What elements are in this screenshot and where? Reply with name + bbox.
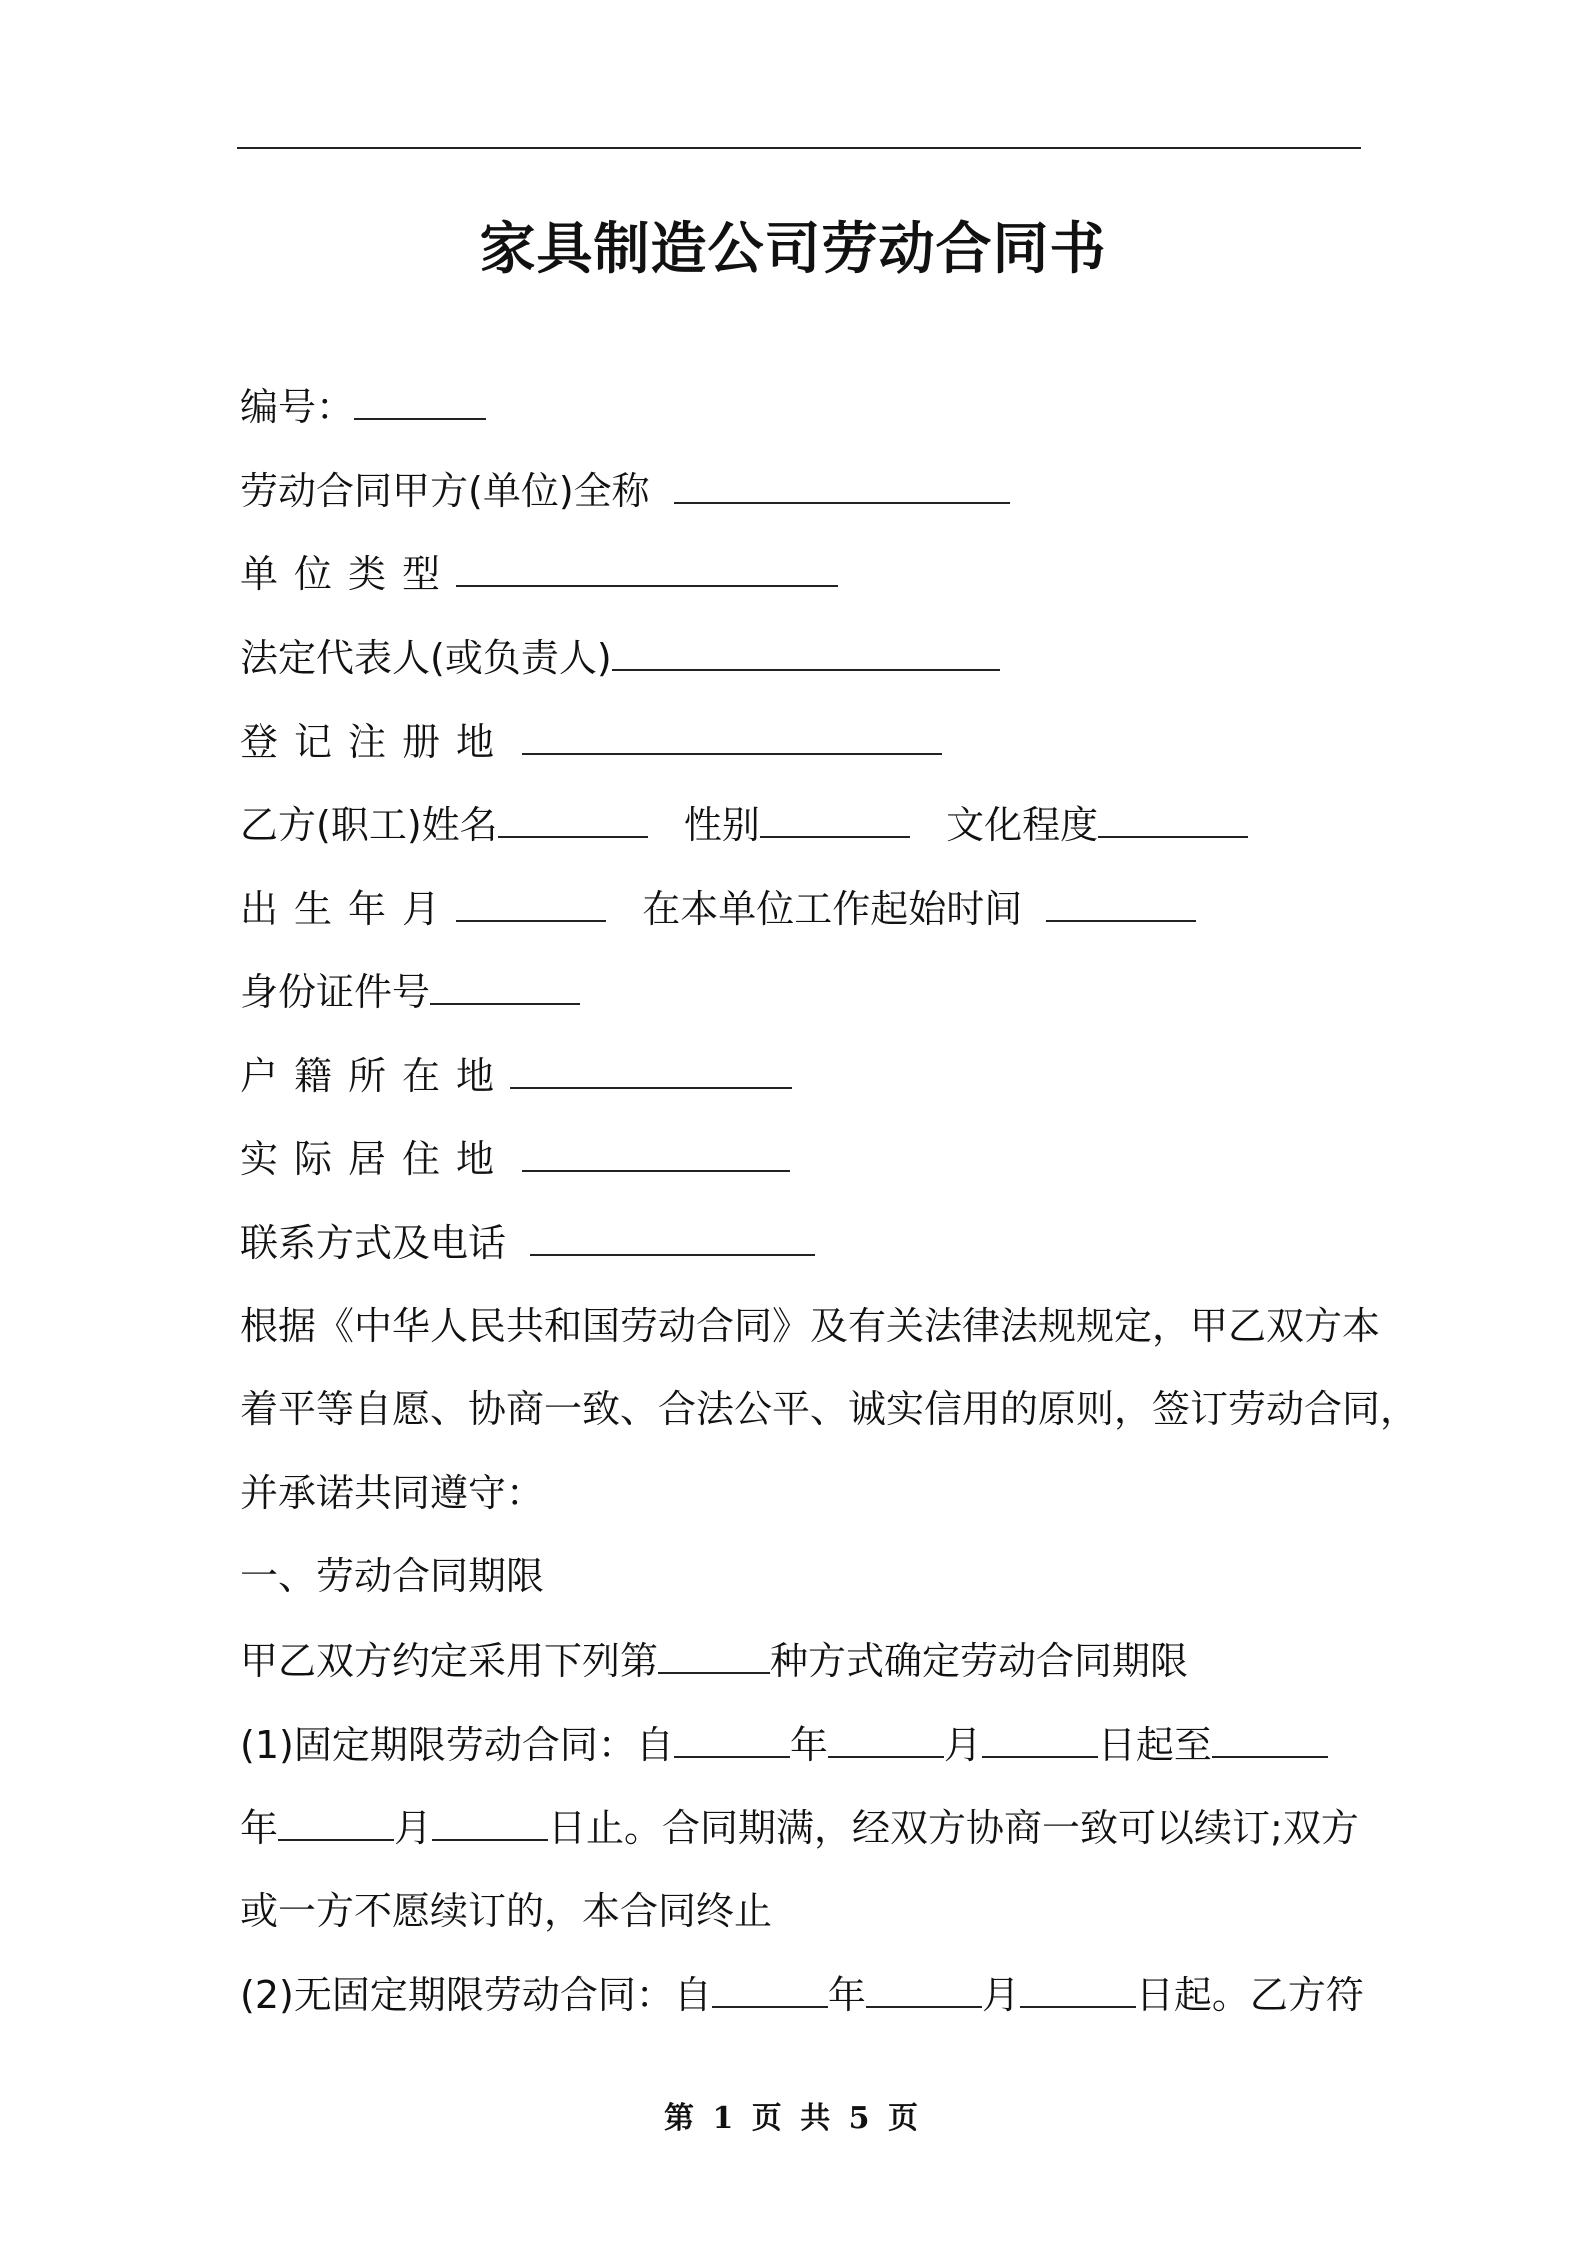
intro-line-3: 并承诺共同遵守： bbox=[240, 1471, 545, 1515]
field-label: 登记注册地 bbox=[240, 720, 511, 764]
text-segment: 月 bbox=[943, 1723, 982, 1767]
blank-line bbox=[456, 549, 838, 587]
blank-line bbox=[658, 1636, 770, 1674]
blank-line bbox=[828, 1720, 944, 1758]
field-unit-type bbox=[240, 549, 838, 597]
field-label: 性别 bbox=[683, 803, 760, 847]
field-label: 单位类型 bbox=[240, 552, 457, 596]
field-label: 户籍所在地 bbox=[240, 1054, 511, 1098]
field-label: 实际居住地 bbox=[240, 1137, 511, 1181]
blank-line bbox=[530, 1218, 815, 1256]
blank-line bbox=[760, 800, 910, 838]
field-label: 出生年月 bbox=[240, 887, 457, 931]
field-label: 文化程度 bbox=[946, 803, 1099, 847]
open-term-line bbox=[240, 1970, 1364, 2018]
blank-line bbox=[278, 1803, 394, 1841]
field-label: 身份证件号 bbox=[240, 970, 431, 1014]
blank-line bbox=[866, 1970, 982, 2008]
blank-line bbox=[498, 800, 648, 838]
text-segment: 种方式确定劳动合同期限 bbox=[770, 1639, 1189, 1683]
field-label: 联系方式及电话 bbox=[240, 1221, 507, 1265]
blank-line bbox=[430, 967, 580, 1005]
text-segment: 年 bbox=[827, 1973, 866, 2017]
field-party-b bbox=[240, 800, 1248, 848]
text-segment: (2)无固定期限劳动合同：自 bbox=[240, 1973, 712, 2017]
fixed-term-line-2 bbox=[240, 1803, 1359, 1851]
text-segment: 日止。合同期满，经双方协商一致可以续订;双方 bbox=[548, 1806, 1359, 1850]
field-label: 法定代表人(或负责人) bbox=[240, 636, 612, 680]
blank-line bbox=[1046, 884, 1196, 922]
field-label: 编号： bbox=[240, 385, 355, 429]
field-reg-place bbox=[240, 717, 942, 765]
field-hukou bbox=[240, 1051, 792, 1099]
text-segment: 月 bbox=[394, 1806, 433, 1850]
term-choice-line bbox=[240, 1636, 1188, 1684]
text-segment: 甲乙双方约定采用下列第 bbox=[240, 1639, 659, 1683]
blank-line bbox=[1098, 800, 1248, 838]
fixed-term-line-1 bbox=[240, 1720, 1328, 1768]
field-label: 劳动合同甲方(单位)全称 bbox=[240, 469, 650, 513]
field-party-a bbox=[240, 466, 1010, 514]
text-segment: 年 bbox=[789, 1723, 828, 1767]
text-segment: 日起。乙方符 bbox=[1135, 1973, 1364, 2017]
blank-line bbox=[1212, 1720, 1328, 1758]
blank-line bbox=[354, 382, 486, 420]
blank-line bbox=[982, 1720, 1098, 1758]
header-rule bbox=[237, 147, 1361, 149]
text-segment: 月 bbox=[981, 1973, 1020, 2017]
text-segment: 日起至 bbox=[1097, 1723, 1212, 1767]
blank-line bbox=[456, 884, 606, 922]
blank-line bbox=[522, 717, 942, 755]
field-contact bbox=[240, 1218, 815, 1266]
field-residence bbox=[240, 1134, 790, 1182]
blank-line bbox=[712, 1970, 828, 2008]
field-label: 在本单位工作起始时间 bbox=[642, 887, 1023, 931]
blank-line bbox=[612, 633, 1000, 671]
blank-line bbox=[1020, 1970, 1136, 2008]
blank-line bbox=[674, 466, 1010, 504]
intro-line-1: 根据《中华人民共和国劳动合同》及有关法律法规规定，甲乙双方本 bbox=[240, 1304, 1381, 1348]
section-heading: 一、劳动合同期限 bbox=[240, 1554, 545, 1598]
blank-line bbox=[522, 1134, 790, 1172]
field-legal-rep bbox=[240, 633, 1000, 681]
document-title: 家具制造公司劳动合同书 bbox=[479, 217, 1107, 282]
intro-line-2: 着平等自愿、协商一致、合法公平、诚实信用的原则，签订劳动合同， bbox=[240, 1387, 1419, 1431]
blank-line bbox=[432, 1803, 548, 1841]
field-birth bbox=[240, 884, 1196, 932]
blank-line bbox=[510, 1051, 792, 1089]
text-segment: 年 bbox=[240, 1806, 279, 1850]
fixed-term-line-3: 或一方不愿续订的，本合同终止 bbox=[240, 1889, 773, 1933]
field-number bbox=[240, 382, 486, 430]
field-label: 乙方(职工)姓名 bbox=[240, 803, 498, 847]
page-footer: 第 1 页 共 5 页 bbox=[664, 2101, 922, 2136]
blank-line bbox=[674, 1720, 790, 1758]
text-segment: (1)固定期限劳动合同：自 bbox=[240, 1723, 674, 1767]
field-id bbox=[240, 967, 580, 1015]
